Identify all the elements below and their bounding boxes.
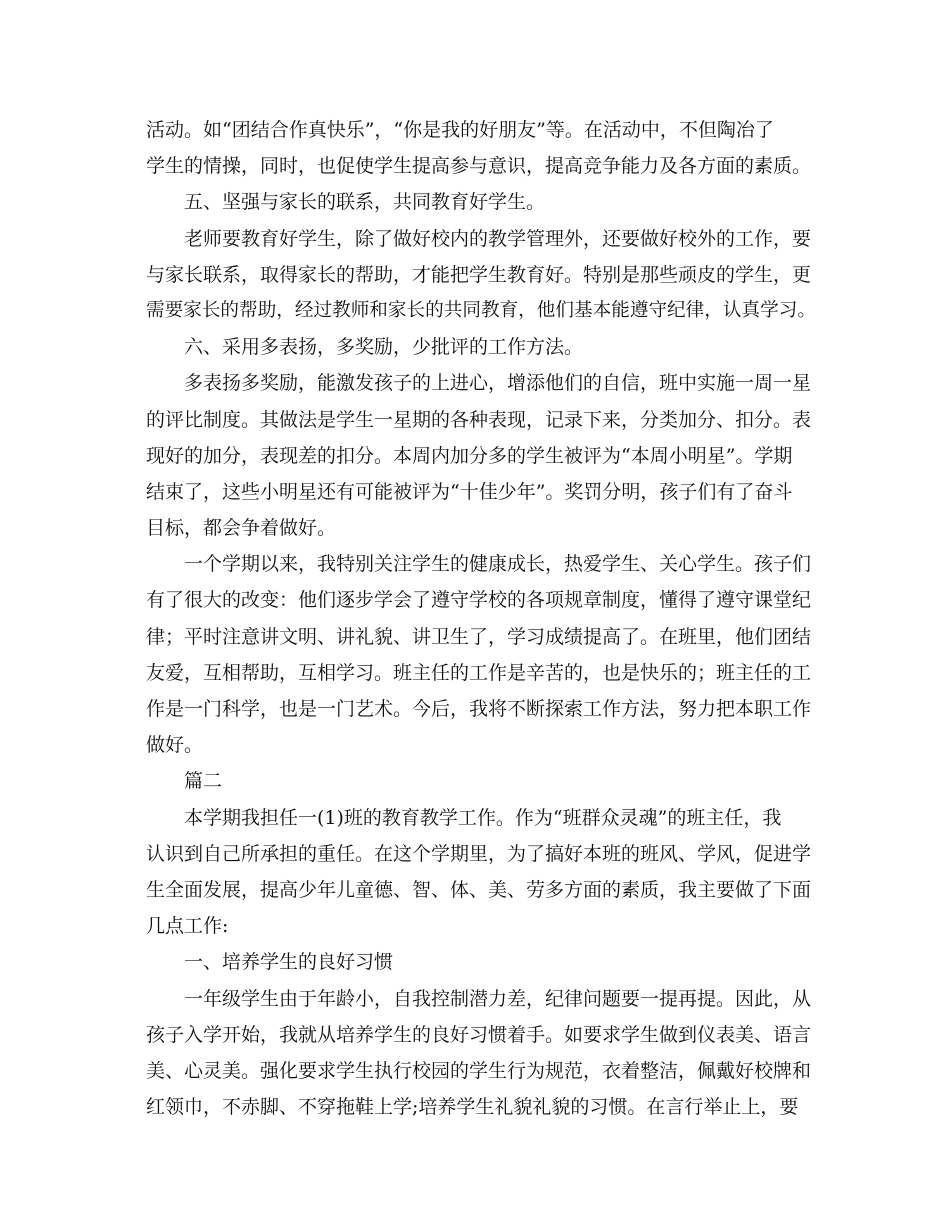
text-line: 五、坚强与家长的联系，共同教育好学生。 bbox=[184, 191, 546, 214]
text-line: 几点工作: bbox=[146, 915, 229, 938]
text-line: 的评比制度。其做法是学生一星期的各种表现，记录下来，分类加分、扣分。表 bbox=[146, 408, 812, 431]
text-line: 友爱，互相帮助，互相学习。班主任的工作是辛苦的，也是快乐的；班主任的工 bbox=[146, 661, 812, 684]
text-line: 一年级学生由于年龄小，自我控制潜力差，纪律问题要一提再提。因此，从 bbox=[184, 987, 812, 1010]
text-line: 篇二 bbox=[184, 770, 223, 793]
text-line: 现好的加分，表现差的扣分。本周内加分多的学生被评为“本周小明星”。学期 bbox=[146, 444, 793, 467]
text-line: 有了很大的改变：他们逐步学会了遵守学校的各项规章制度，懂得了遵守课堂纪 bbox=[146, 589, 812, 612]
text-line: 学生的情操，同时，也促使学生提高参与意识，提高竞争能力及各方面的素质。 bbox=[146, 155, 812, 178]
text-line: 老师要教育好学生，除了做好校内的教学管理外，还要做好校外的工作，要 bbox=[184, 227, 812, 250]
text-line: 红领巾，不赤脚、不穿拖鞋上学;培养学生礼貌礼貌的习惯。在言行举止上，要 bbox=[146, 1096, 799, 1119]
document-body bbox=[146, 112, 816, 1125]
text-line: 结束了，这些小明星还有可能被评为“十佳少年”。奖罚分明，孩子们有了奋斗 bbox=[146, 480, 793, 503]
text-line: 一个学期以来，我特别关注学生的健康成长，热爱学生、关心学生。孩子们 bbox=[184, 553, 812, 576]
text-line: 律；平时注意讲文明、讲礼貌、讲卫生了，学习成绩提高了。在班里，他们团结 bbox=[146, 625, 812, 648]
text-line: 六、采用多表扬，多奖励，少批评的工作方法。 bbox=[184, 336, 584, 359]
text-line: 需要家长的帮助，经过教师和家长的共同教育，他们基本能遵守纪律，认真学习。 bbox=[146, 299, 816, 321]
text-line: 目标，都会争着做好。 bbox=[146, 517, 337, 540]
text-line: 多表扬多奖励，能激发孩子的上进心，增添他们的自信，班中实施一周一星 bbox=[184, 372, 812, 395]
text-line: 孩子入学开始，我就从培养学生的良好习惯着手。如要求学生做到仪表美、语言 bbox=[146, 1023, 812, 1046]
text-line: 与家长联系，取得家长的帮助，才能把学生教育好。特别是那些顽皮的学生，更 bbox=[146, 263, 812, 286]
text-line: 活动。如“团结合作真快乐”，“你是我的好朋友”等。在活动中，不但陶冶了 bbox=[146, 119, 774, 141]
text-line: 本学期我担任一(1)班的教育教学工作。作为“班群众灵魂”的班主任，我 bbox=[184, 806, 782, 829]
text-line: 生全面发展，提高少年儿童德、智、体、美、劳多方面的素质，我主要做了下面 bbox=[146, 878, 812, 901]
text-line: 一、培养学生的良好习惯 bbox=[184, 951, 394, 974]
text-line: 美、心灵美。强化要求学生执行校园的学生行为规范，衣着整洁，佩戴好校牌和 bbox=[146, 1059, 812, 1082]
text-line: 作是一门科学，也是一门艺术。今后，我将不断探索工作方法，努力把本职工作 bbox=[146, 698, 812, 720]
text-line: 认识到自己所承担的重任。在这个学期里，为了搞好本班的班风、学风，促进学 bbox=[146, 842, 812, 865]
text-line: 做好。 bbox=[146, 734, 204, 757]
